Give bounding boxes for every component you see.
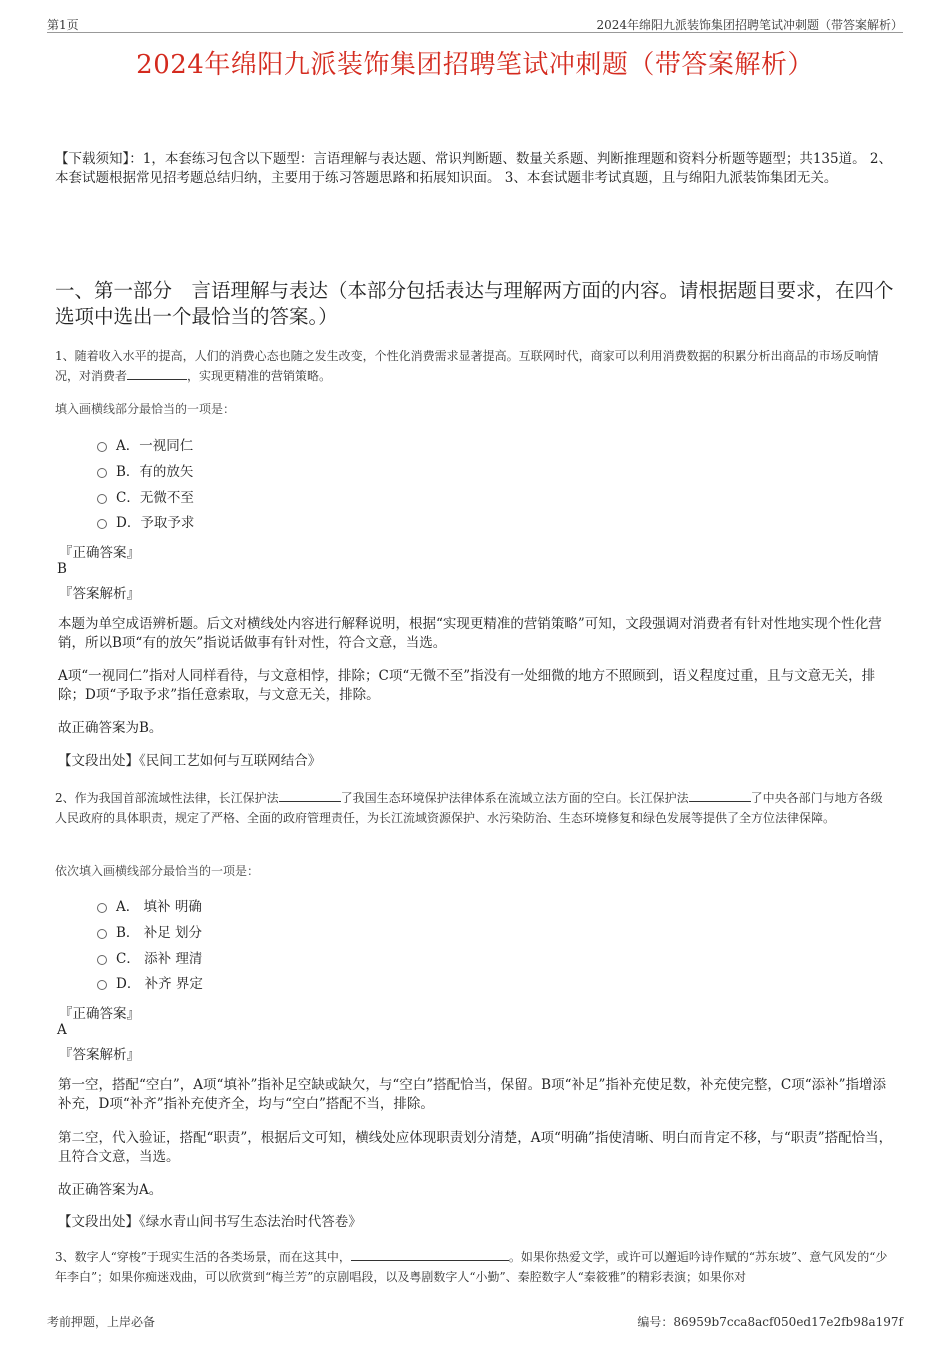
- q1-answer-value: B: [57, 561, 67, 577]
- section-heading: 一、第一部分 言语理解与表达（本部分包括表达与理解两方面的内容。请根据题目要求，在四个选项中选出一个最恰当的答案。）: [55, 279, 894, 328]
- q1-answer-label: 『正确答案』: [59, 545, 140, 561]
- radio-icon[interactable]: [97, 519, 107, 529]
- q2-option-a[interactable]: A． 填补 明确: [97, 897, 202, 917]
- q2-analysis-para-3: 故正确答案为A。: [58, 1182, 163, 1198]
- q2-option-c[interactable]: C． 添补 理清: [97, 949, 202, 969]
- page-title: 2024年绵阳九派装饰集团招聘笔试冲刺题（带答案解析）: [136, 50, 814, 80]
- q2-option-d[interactable]: D． 补齐 界定: [97, 974, 203, 994]
- q1-option-a[interactable]: A．一视同仁: [97, 436, 193, 456]
- q2-analysis-para-1: 第一空，搭配“空白”，A项“填补”指补足空缺或缺欠，与“空白”搭配恰当，保留。B项“补足”指补充使足数，补充使完整，C项“添补”指增添补充，D项“补齐”指补充使齐全，均与“空白”搭配不当，排除。: [58, 1077, 887, 1112]
- q2-analysis-para-2: 第二空，代入验证，搭配“职责”，根据后文可知，横线处应体现职责划分清楚，A项“明确”指使清晰、明白而肯定不移，与“职责”搭配恰当，且符合文意，当选。: [58, 1130, 893, 1165]
- q1-option-b[interactable]: B．有的放矢: [97, 462, 193, 482]
- answer-blank: [689, 788, 751, 802]
- q2-analysis-label: 『答案解析』: [59, 1047, 140, 1063]
- header-doc-title: 2024年绵阳九派装饰集团招聘笔试冲刺题（带答案解析）: [596, 18, 903, 32]
- q1-analysis-para-2: A项“一视同仁”指对人同样看待，与文意相悖，排除；C项“无微不至”指没有一处细微的地方不照顾到，语义程度过重，且与文意无关，排除；D项“予取予求”指任意索取，与文意无关，排除。: [58, 668, 876, 703]
- question-3-text: 3、数字人“穿梭”于现实生活的各类场景，而在这其中， 。如果你热爱文学，或许可以邂逅吟诗作赋的“苏东坡”、意气风发的“少年李白”；如果你痴迷戏曲，可以欣赏到“梅兰芳”的京剧唱段，以及粤剧数字人“小勤”、秦腔数字人“秦筱雅”的精彩表演；如果你对: [55, 1247, 894, 1287]
- radio-icon[interactable]: [97, 980, 107, 990]
- q2-answer-value: A: [57, 1022, 67, 1038]
- q1-analysis-para-3: 故正确答案为B。: [58, 720, 163, 736]
- page-number: 第1页: [47, 18, 79, 32]
- radio-icon[interactable]: [97, 955, 107, 965]
- question-2-text: 2、作为我国首部流域性法律，长江保护法 了我国生态环境保护法律体系在流域立法方面的空白。长江保护法 了中央各部门与地方各级人民政府的具体职责，规定了严格、全面的政府管理责任，为长江流域资源保护、水污染防治、生态环境修复和绿色发展等提供了全方位法律保障。: [55, 788, 894, 828]
- answer-blank: [351, 1247, 509, 1261]
- radio-icon[interactable]: [97, 929, 107, 939]
- question-1-text: 1、随着收入水平的提高，人们的消费心态也随之发生改变，个性化消费需求显著提高。互联网时代，商家可以利用消费数据的积累分析出商品的市场反响情况，对消费者 ，实现更精准的营销策略。: [55, 349, 879, 383]
- q1-analysis-para-1: 本题为单空成语辨析题。后文对横线处内容进行解释说明，根据“实现更精准的营销策略”可知，文段强调对消费者有针对性地实现个性化营销，所以B项“有的放矢”指说话做事有针对性，符合文意，当选。: [58, 616, 882, 651]
- q1-option-d[interactable]: D．予取予求: [97, 513, 194, 533]
- q2-source: 【文段出处】《绿水青山间书写生态法治时代答卷》: [58, 1214, 362, 1230]
- radio-icon[interactable]: [97, 468, 107, 478]
- footer-serial: 编号：86959b7cca8acf050ed17e2fb98a197f: [637, 1315, 903, 1329]
- page-header: [47, 14, 903, 33]
- footer-slogan: 考前押题，上岸必备: [47, 1315, 156, 1329]
- q2-option-b[interactable]: B． 补足 划分: [97, 923, 202, 943]
- radio-icon[interactable]: [97, 442, 107, 452]
- radio-icon[interactable]: [97, 494, 107, 504]
- radio-icon[interactable]: [97, 903, 107, 913]
- q1-source: 【文段出处】《民间工艺如何与互联网结合》: [58, 753, 322, 769]
- answer-blank: [279, 788, 341, 802]
- question-1-prompt: 填入画横线部分最恰当的一项是：: [55, 402, 236, 416]
- download-notice: 【下载须知】：1，本套练习包含以下题型：言语理解与表达题、常识判断题、数量关系题、判断推理题和资料分析题等题型；共135道。 2、本套试题根据常见招考题总结归纳，主要用于练习答题思路和拓展知识面。 3、本套试题非考试真题，且与绵阳九派装饰集团无关。: [55, 151, 892, 186]
- answer-blank: [127, 366, 187, 380]
- question-2-prompt: 依次填入画横线部分最恰当的一项是：: [55, 864, 260, 878]
- q1-analysis-label: 『答案解析』: [59, 586, 140, 602]
- q2-answer-label: 『正确答案』: [59, 1006, 140, 1022]
- q1-option-c[interactable]: C．无微不至: [97, 488, 194, 508]
